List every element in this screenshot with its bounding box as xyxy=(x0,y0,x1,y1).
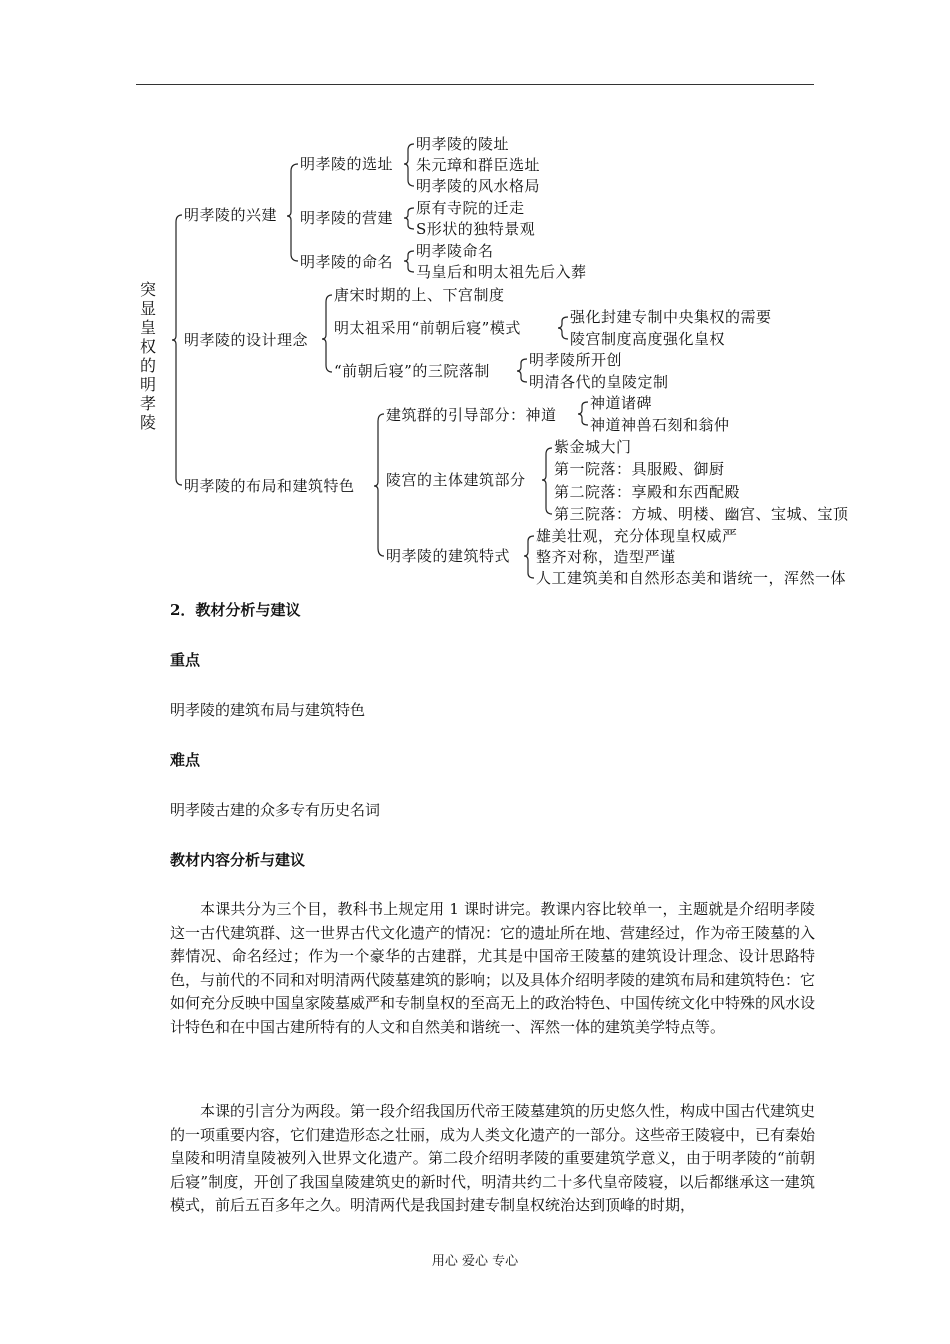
root-text: 突显皇权的明孝陵 xyxy=(140,280,157,432)
leaf-features-1: 雄美壮观，充分体现皇权威严 xyxy=(536,527,738,545)
leaf-features-3: 人工建筑美和自然形态美和谐统一，浑然一体 xyxy=(536,569,847,587)
leaf-mode-1: 强化封建专制中央集权的需要 xyxy=(570,308,772,326)
node-main: 陵宫的主体建筑部分 xyxy=(386,471,526,489)
node-three-yards: “前朝后寝”的三院落制 xyxy=(334,362,490,380)
node-song-tang: 唐宋时期的上、下宫制度 xyxy=(334,286,505,304)
node-naming: 明孝陵的命名 xyxy=(300,253,394,271)
leaf-site-2: 朱元璋和群臣选址 xyxy=(416,156,541,174)
node-mode: 明太祖采用“前朝后寝”模式 xyxy=(334,319,521,337)
node-layout: 明孝陵的布局和建筑特色 xyxy=(184,477,355,495)
leaf-guide-1: 神道诸碑 xyxy=(590,394,653,412)
leaf-main-2: 第一院落：具服殿、御厨 xyxy=(554,460,725,478)
node-design: 明孝陵的设计理念 xyxy=(184,331,309,349)
key-point-text: 明孝陵的建筑布局与建筑特色 xyxy=(170,701,366,719)
leaf-guide-2: 神道神兽石刻和翁仲 xyxy=(590,416,730,434)
leaf-features-2: 整齐对称，造型严谨 xyxy=(536,548,676,566)
leaf-site-3: 明孝陵的风水格局 xyxy=(416,177,541,195)
node-building: 明孝陵的营建 xyxy=(300,209,394,227)
node-site-selection: 明孝陵的选址 xyxy=(300,155,394,173)
node-construction: 明孝陵的兴建 xyxy=(184,206,278,224)
leaf-main-3: 第二院落：享殿和东西配殿 xyxy=(554,483,741,501)
leaf-main-1: 紫金城大门 xyxy=(554,438,632,456)
node-features: 明孝陵的建筑特式 xyxy=(386,547,511,565)
mind-map xyxy=(0,0,950,600)
paragraph-2: 本课的引言分为两段。第一段介绍我国历代帝王陵墓建筑的历史悠久性，构成中国古代建筑史的一项重要内容，它们建造形态之壮丽，成为人类文化遗产的一部分。这些帝王陵寝中，已有秦始皇陵和明清皇陵被列入世界文化遗产。第二段介绍明孝陵的重要建筑学意义，由于明孝陵的“前朝后寝”制度，开创了我国皇陵建筑史的新时代，明清共约二十多代皇帝陵寝，以后都继承这一建筑模式，前后五百多年之久。明清两代是我国封建专制皇权统治达到顶峰的时期， xyxy=(170,1102,816,1214)
leaf-building-2: S形状的独特景观 xyxy=(416,220,536,238)
leaf-yards-2: 明清各代的皇陵定制 xyxy=(529,373,669,391)
leaf-building-1: 原有寺院的迁走 xyxy=(416,199,525,217)
node-guide: 建筑群的引导部分：神道 xyxy=(386,406,557,424)
leaf-yards-1: 明孝陵所开创 xyxy=(529,351,623,369)
analysis-heading: 教材内容分析与建议 xyxy=(170,851,306,869)
root-label xyxy=(138,280,158,432)
difficulty-heading: 难点 xyxy=(170,751,201,769)
leaf-naming-2: 马皇后和明太祖先后入葬 xyxy=(416,263,587,281)
leaf-main-4: 第三院落：方城、明楼、幽宫、宝城、宝顶 xyxy=(554,505,849,523)
leaf-naming-1: 明孝陵命名 xyxy=(416,242,494,260)
key-point-heading: 重点 xyxy=(170,651,201,669)
page-footer: 用心 爱心 专心 xyxy=(431,1254,519,1269)
paragraph-1: 本课共分为三个目，教科书上规定用 1 课时讲完。教课内容比较单一，主题就是介绍明孝陵这一古代建筑群、这一世界古代文化遗产的情况：它的遗址所在地、营建经过，作为帝王陵墓的入葬情况、命名经过；作为一个豪华的古建群，尤其是中国帝王陵墓的建筑设计理念、设计思路特色，与前代的不同和对明清两代陵墓建筑的影响；以及具体介绍明孝陵的建筑布局和建筑特色：它如何充分反映中国皇家陵墓威严和专制皇权的至高无上的政治特色、中国传统文化中特殊的风水设计特色和在中国古建所特有的人文和自然美和谐统一、浑然一体的建筑美学特点等。 xyxy=(170,900,816,1036)
difficulty-text: 明孝陵古建的众多专有历史名词 xyxy=(170,801,381,819)
leaf-site-1: 明孝陵的陵址 xyxy=(416,135,510,153)
section-title: 2．教材分析与建议 xyxy=(170,601,301,619)
leaf-mode-2: 陵宫制度高度强化皇权 xyxy=(570,330,726,348)
